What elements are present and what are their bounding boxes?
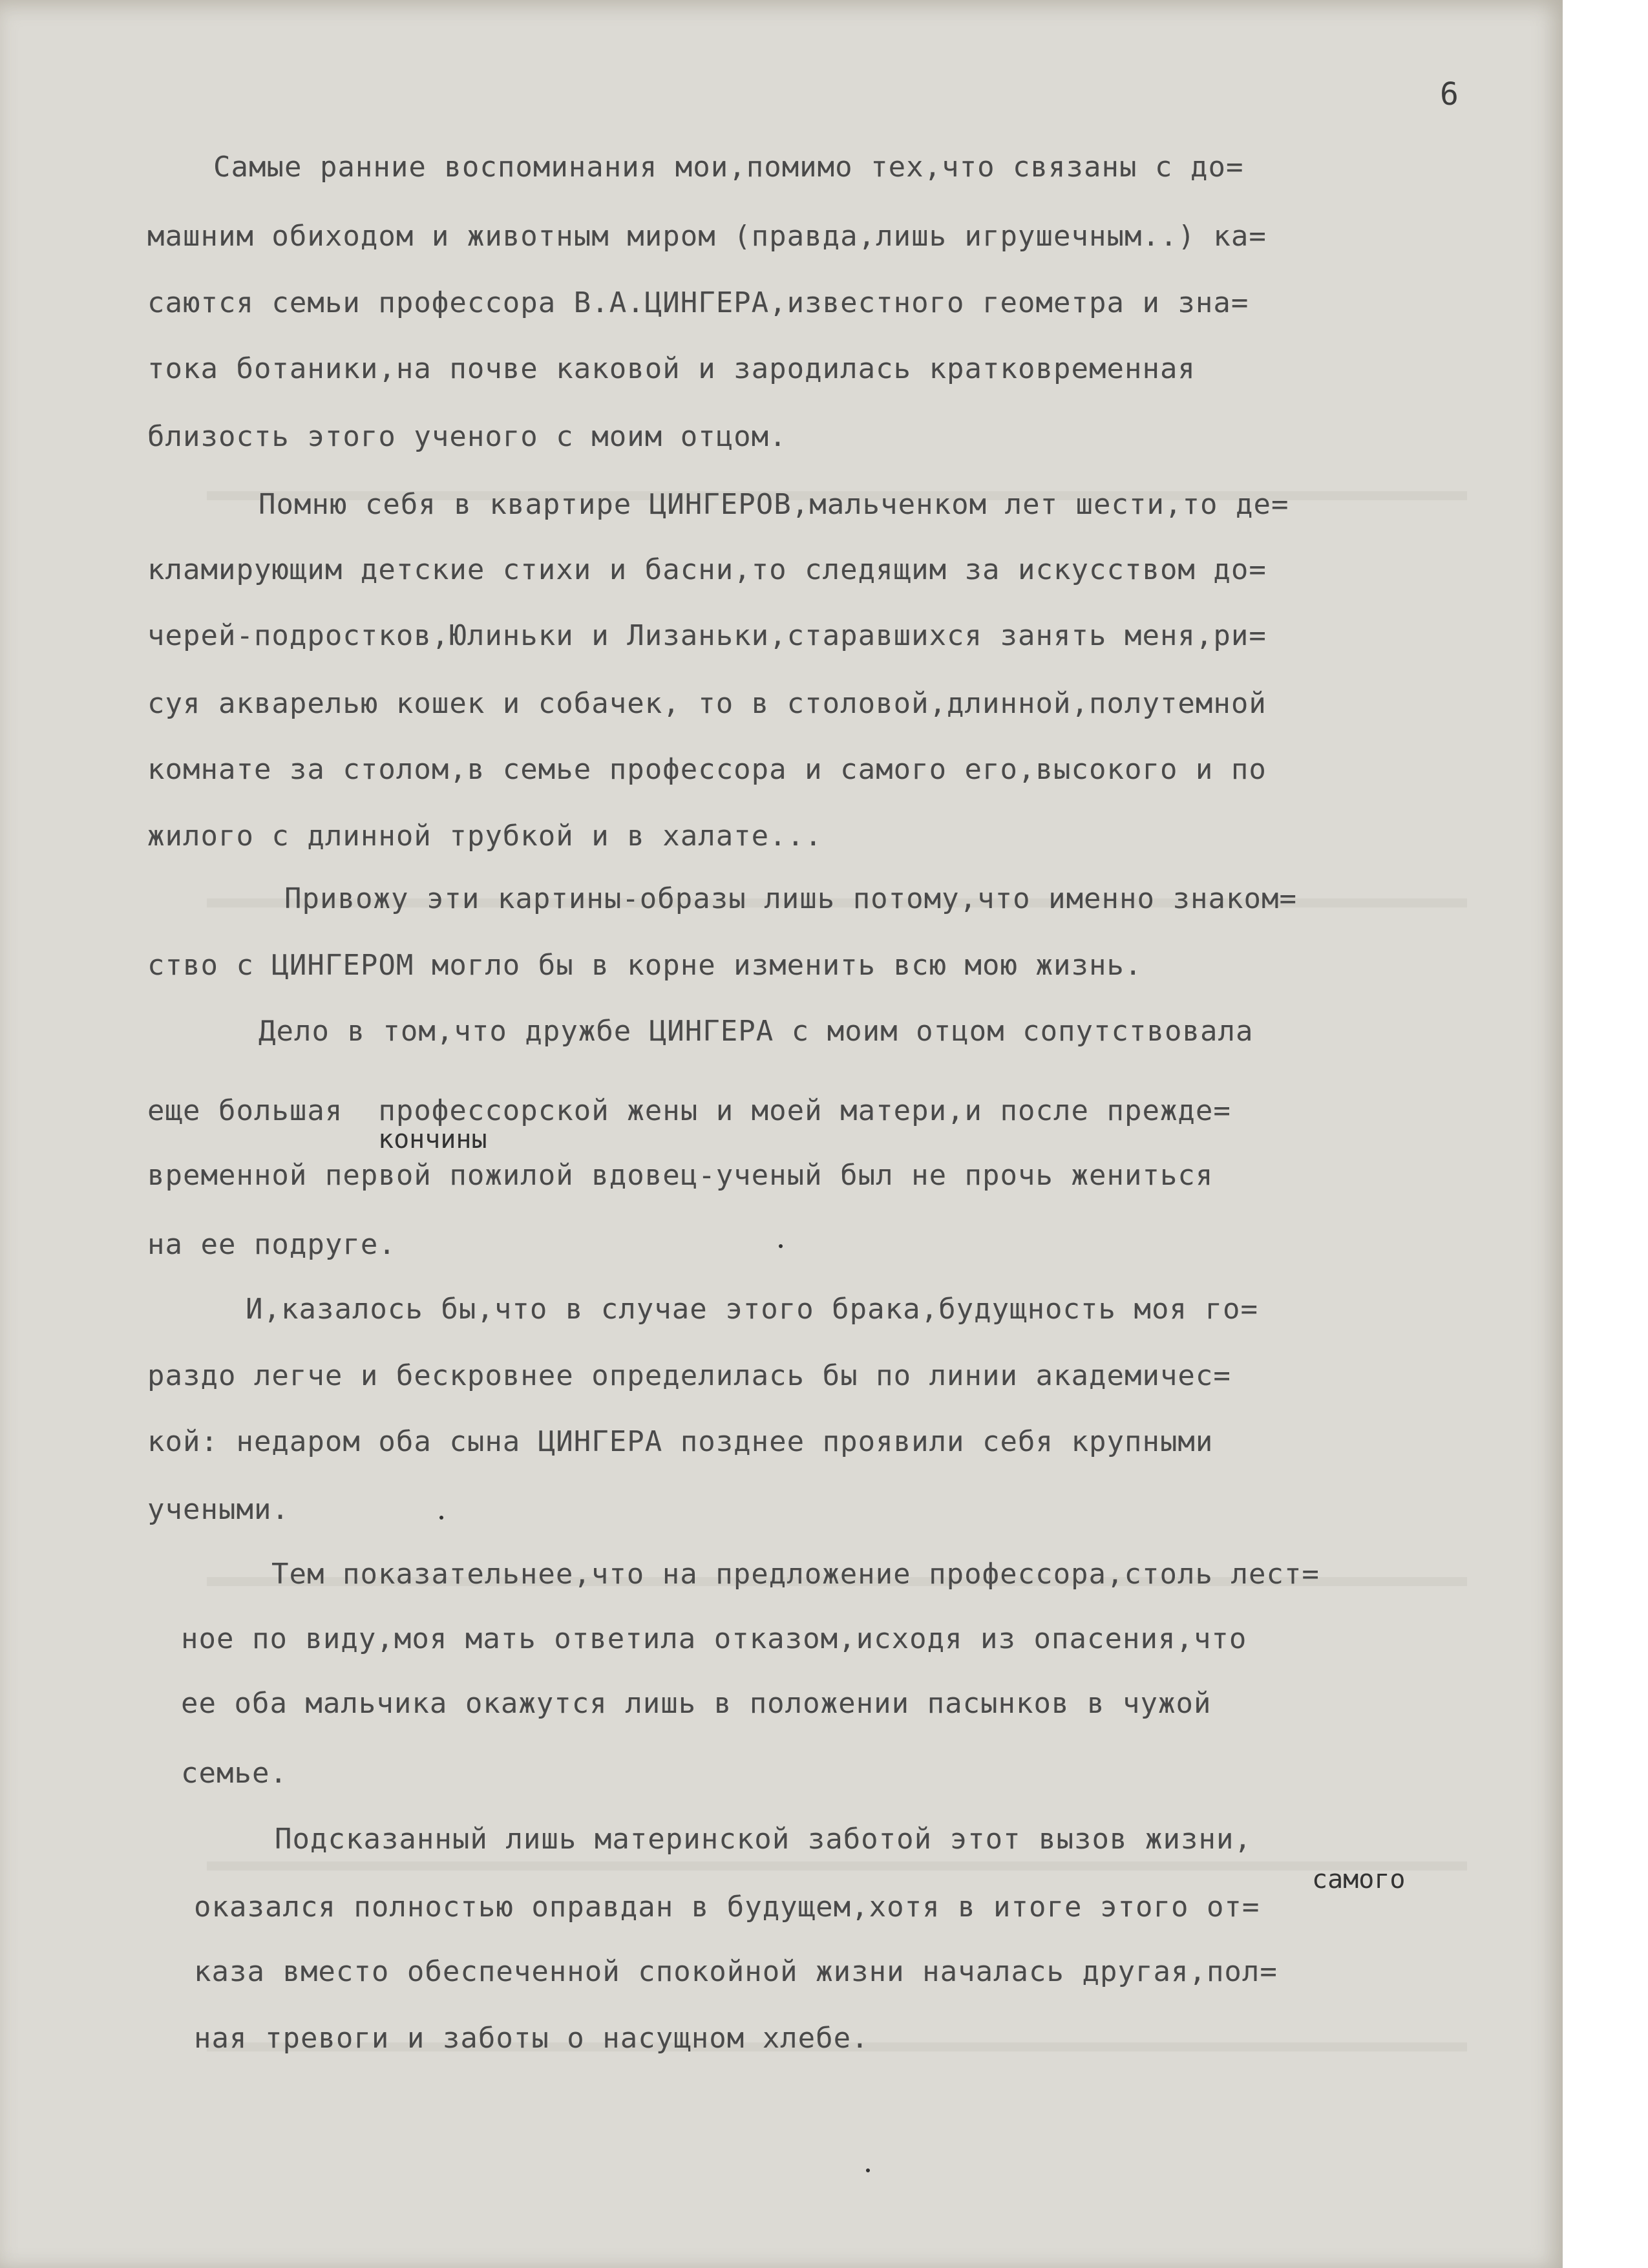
page-number: 6: [1440, 76, 1459, 112]
text-line: суя акварелью кошек и собачек, то в столовой,длинной,полутемной: [147, 687, 1267, 720]
text-line: Помню себя в квартире ЦИНГЕРОВ,мальченком лет шести,то де=: [259, 488, 1289, 521]
text-line: еще большая профессорской жены и моей матери,и после прежде=: [147, 1094, 1231, 1127]
text-line: саются семьи профессора В.А.ЦИНГЕРА,известного геометра и зна=: [147, 286, 1249, 319]
text-line: машним обиходом и животным миром (правда,лишь игрушечным..) ка=: [147, 220, 1267, 253]
text-line: Привожу эти картины-образы лишь потому,что именно знаком=: [284, 882, 1297, 915]
ink-dot: [779, 1244, 783, 1248]
text-line: на ее подруге.: [147, 1228, 396, 1261]
text-line: оказался полностью оправдан в будущем,хотя в итоге этого от=: [194, 1891, 1260, 1924]
text-line: тока ботаники,на почве каковой и зародилась кратковременная: [147, 352, 1196, 385]
text-line: ная тревоги и заботы о насущном хлебе.: [194, 2022, 869, 2055]
text-line: близость этого ученого с моим отцом.: [147, 420, 787, 453]
handwritten-insertion: кончины: [378, 1125, 487, 1154]
ink-dot: [866, 2168, 870, 2172]
text-line: кой: недаром оба сына ЦИНГЕРА позднее проявили себя крупными: [147, 1425, 1214, 1458]
text-line: временной первой пожилой вдовец-ученый был не прочь жениться: [147, 1159, 1214, 1192]
scan-margin: [1563, 0, 1648, 2268]
text-line: каза вместо обеспеченной спокойной жизни началась другая,пол=: [194, 1955, 1278, 1988]
text-line: ее оба мальчика окажутся лишь в положении пасынков в чужой: [181, 1687, 1212, 1720]
text-line: ство с ЦИНГЕРОМ могло бы в корне изменить всю мою жизнь.: [147, 949, 1143, 982]
text-line: раздо легче и бескровнее определилась бы по линии академичес=: [147, 1359, 1231, 1392]
text-line: жилого с длинной трубкой и в халате...: [147, 820, 823, 853]
text-line: семье.: [181, 1757, 288, 1790]
text-line: комнате за столом,в семье профессора и самого его,высокого и по: [147, 753, 1267, 786]
text-line: учеными.: [147, 1493, 290, 1526]
text-line: черей-подростков,Юлиньки и Лизаньки,старавшихся занять меня,ри=: [147, 619, 1267, 652]
text-line: И,казалось бы,что в случае этого брака,будущность моя го=: [246, 1293, 1258, 1326]
text-line: Дело в том,что дружбе ЦИНГЕРА с моим отцом сопутствовала: [259, 1015, 1254, 1048]
text-line: Подсказанный лишь материнской заботой этот вызов жизни,: [275, 1823, 1252, 1856]
text-line: кламирующим детские стихи и басни,то следящим за искусством до=: [147, 553, 1267, 586]
text-line: ное по виду,моя мать ответила отказом,исходя из опасения,что: [181, 1622, 1247, 1655]
handwritten-insertion: самого: [1312, 1865, 1406, 1894]
text-line: Тем показательнее,что на предложение профессора,столь лест=: [271, 1558, 1320, 1591]
ink-dot: [439, 1516, 443, 1520]
text-line: Самые ранние воспоминания мои,помимо тех,что связаны с до=: [213, 151, 1244, 184]
